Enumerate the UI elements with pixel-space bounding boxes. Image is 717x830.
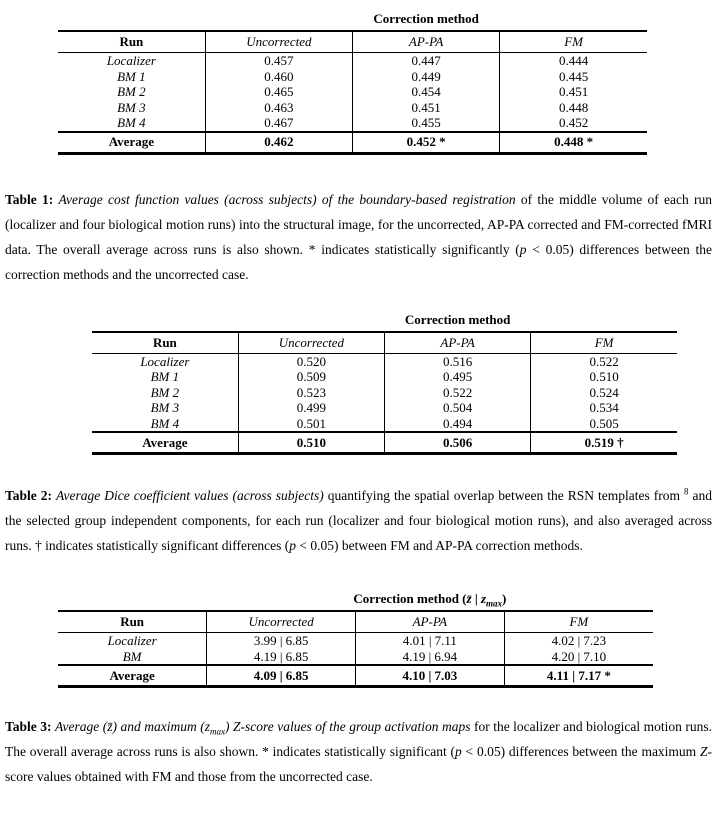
text-segment: p — [455, 744, 462, 759]
text-segment: < 0.05) differences between the correction methods and the uncorrected case. — [5, 241, 712, 282]
value-cell: 0.448 — [500, 100, 647, 116]
cost-function-table — [58, 8, 647, 155]
group-header-row — [58, 8, 647, 31]
text-segment: Table 2: — [5, 488, 57, 503]
average-value-cell: 0.452 * — [353, 132, 500, 154]
value-cell: 0.509 — [238, 369, 384, 385]
value-cell: 4.01 | 7.11 — [356, 633, 505, 649]
table-row — [92, 353, 677, 369]
average-value-cell: 0.462 — [205, 132, 352, 154]
text-segment: -score values obtained with FM and those from the uncorrected case. — [5, 744, 712, 784]
text-segment: and the selected group independent components, for each run (localizer and four biological motion runs), and also averaged across runs. † indicates statistically significant differences ( — [5, 488, 712, 553]
column-header-row — [58, 611, 653, 633]
run-label-cell: BM 4 — [150, 415, 180, 431]
table-1-section — [0, 8, 717, 287]
run-label-cell: BM 1 — [117, 68, 146, 84]
group-header-row — [92, 309, 677, 332]
value-cell: 0.451 — [353, 100, 500, 116]
text-segment: Average Dice coefficient values (across subjects) — [56, 488, 324, 503]
text-segment: p — [519, 241, 527, 257]
value-cell: 0.445 — [500, 69, 647, 85]
table-row — [58, 69, 647, 85]
table-row — [58, 100, 647, 116]
table-row — [58, 649, 653, 666]
dice-coefficient-table — [92, 309, 677, 456]
document-page — [0, 8, 717, 830]
average-row — [58, 665, 653, 687]
average-value-cell: 4.11 | 7.17 * — [504, 665, 653, 687]
run-label-cell: BM 4 — [117, 115, 146, 130]
value-cell: 0.523 — [238, 385, 384, 401]
value-cell: 0.465 — [205, 84, 352, 100]
column-header-row — [58, 31, 647, 53]
run-label-cell: BM 3 — [117, 99, 146, 115]
method-column-header: FM — [531, 332, 677, 354]
blank-cell — [58, 8, 205, 31]
table-3-section — [0, 588, 717, 789]
run-label-cell: Localizer — [107, 633, 157, 648]
average-value-cell: 0.506 — [385, 432, 531, 454]
value-cell: 0.444 — [500, 53, 647, 69]
average-label-cell: Average — [58, 132, 205, 154]
value-cell: 0.501 — [238, 416, 384, 433]
table-row — [92, 400, 677, 416]
text-segment: Correction method — [404, 311, 511, 327]
value-cell: 0.454 — [353, 84, 500, 100]
value-cell: 0.463 — [205, 100, 352, 116]
blank-cell — [58, 588, 207, 611]
method-column-header: Uncorrected — [238, 332, 384, 354]
value-cell: 4.19 | 6.85 — [207, 649, 356, 666]
correction-method-header — [205, 8, 647, 31]
method-column-header: Uncorrected — [205, 31, 352, 53]
average-label-cell: Average — [92, 432, 238, 454]
average-label-cell: Average — [58, 665, 207, 687]
text-segment: 8 — [683, 486, 689, 497]
text-segment: Z — [699, 744, 708, 759]
run-column-header: Run — [92, 332, 238, 354]
text-segment: < 0.05) differences between the maximum — [461, 744, 700, 759]
text-segment: z̄ — [466, 591, 472, 607]
value-cell: 0.467 — [205, 115, 352, 132]
method-column-header: FM — [500, 31, 647, 53]
run-label-cell: BM 1 — [150, 369, 180, 384]
value-cell: 0.504 — [385, 400, 531, 416]
run-label-cell: Localizer — [106, 53, 156, 68]
group-header-row — [58, 588, 653, 611]
method-column-header: FM — [504, 611, 653, 633]
value-cell: 0.534 — [531, 400, 677, 416]
value-cell: 0.495 — [385, 369, 531, 385]
text-segment: p — [289, 538, 297, 553]
text-segment: for the localizer and biological motion runs. The overall average across runs is also shown. * indicates statistically significant ( — [5, 719, 713, 759]
run-label-cell: BM 3 — [150, 400, 180, 415]
correction-method-header — [238, 309, 677, 332]
text-segment: Correction method ( — [353, 591, 467, 607]
value-cell: 0.510 — [531, 369, 677, 385]
table-row — [58, 84, 647, 100]
text-segment: < 0.05) between FM and AP-PA correction methods. — [296, 538, 583, 553]
value-cell: 4.19 | 6.94 — [356, 649, 505, 666]
value-cell: 3.99 | 6.85 — [207, 633, 356, 649]
value-cell: 0.447 — [353, 53, 500, 69]
run-label-cell: BM — [122, 648, 142, 664]
value-cell: 0.520 — [238, 353, 384, 369]
value-cell: 0.499 — [238, 400, 384, 416]
method-column-header: AP-PA — [356, 611, 505, 633]
table-row — [92, 416, 677, 433]
text-segment: ) Z-score values of the group activation maps — [224, 719, 471, 734]
text-segment: Average (z̄) and maximum (z — [55, 719, 210, 734]
value-cell: 0.460 — [205, 69, 352, 85]
average-value-cell: 0.519 † — [531, 432, 677, 454]
run-label-cell: Localizer — [140, 353, 190, 369]
average-row — [58, 132, 647, 154]
value-cell: 0.522 — [385, 385, 531, 401]
table-row — [58, 633, 653, 649]
method-column-header: Uncorrected — [207, 611, 356, 633]
table-row — [58, 115, 647, 132]
text-segment: of the middle volume of each run (localizer and four biological motion runs) into the structural image, for the uncorrected, AP-PA corrected and FM-corrected fMRI data. The overall average across runs is also shown. * indicates statistically significantly ( — [5, 191, 712, 257]
text-segment: ) — [502, 591, 507, 607]
value-cell: 0.451 — [500, 84, 647, 100]
text-segment: Correction method — [373, 11, 479, 27]
value-cell: 0.455 — [353, 115, 500, 132]
average-value-cell: 4.10 | 7.03 — [356, 665, 505, 687]
run-column-header: Run — [58, 31, 205, 53]
text-segment: quantifying the spatial overlap between the RSN templates from — [323, 488, 684, 503]
text-segment: max — [486, 598, 503, 609]
value-cell: 0.494 — [385, 416, 531, 433]
table-row — [92, 369, 677, 385]
table-2-caption — [5, 483, 712, 558]
value-cell: 0.452 — [500, 115, 647, 132]
value-cell: 0.516 — [385, 353, 531, 369]
correction-method-header — [207, 588, 653, 611]
value-cell: 0.449 — [353, 69, 500, 85]
run-column-header: Run — [58, 611, 207, 633]
column-header-row — [92, 332, 677, 354]
text-segment: z — [480, 591, 486, 607]
average-value-cell: 4.09 | 6.85 — [207, 665, 356, 687]
table-1-caption — [5, 187, 712, 287]
text-segment: max — [209, 726, 225, 737]
table-3-caption — [5, 714, 712, 789]
average-value-cell: 0.510 — [238, 432, 384, 454]
method-column-header: AP-PA — [385, 332, 531, 354]
value-cell: 4.20 | 7.10 — [504, 649, 653, 666]
average-value-cell: 0.448 * — [500, 132, 647, 154]
text-segment: Table 1: — [5, 191, 59, 207]
value-cell: 4.02 | 7.23 — [504, 633, 653, 649]
table-row — [92, 385, 677, 401]
table-2-section — [0, 309, 717, 559]
value-cell: 0.457 — [205, 53, 352, 69]
table-row — [58, 53, 647, 69]
value-cell: 0.505 — [531, 416, 677, 433]
value-cell: 0.524 — [531, 385, 677, 401]
zscore-table — [58, 588, 653, 688]
run-label-cell: BM 2 — [117, 84, 146, 99]
run-label-cell: BM 2 — [150, 384, 180, 400]
average-row — [92, 432, 677, 454]
value-cell: 0.522 — [531, 353, 677, 369]
blank-cell — [92, 309, 238, 332]
text-segment: Average cost function values (across subjects) of the boundary-based registration — [58, 191, 516, 207]
text-segment: | — [471, 591, 481, 607]
text-segment: Table 3: — [5, 719, 56, 734]
method-column-header: AP-PA — [353, 31, 500, 53]
